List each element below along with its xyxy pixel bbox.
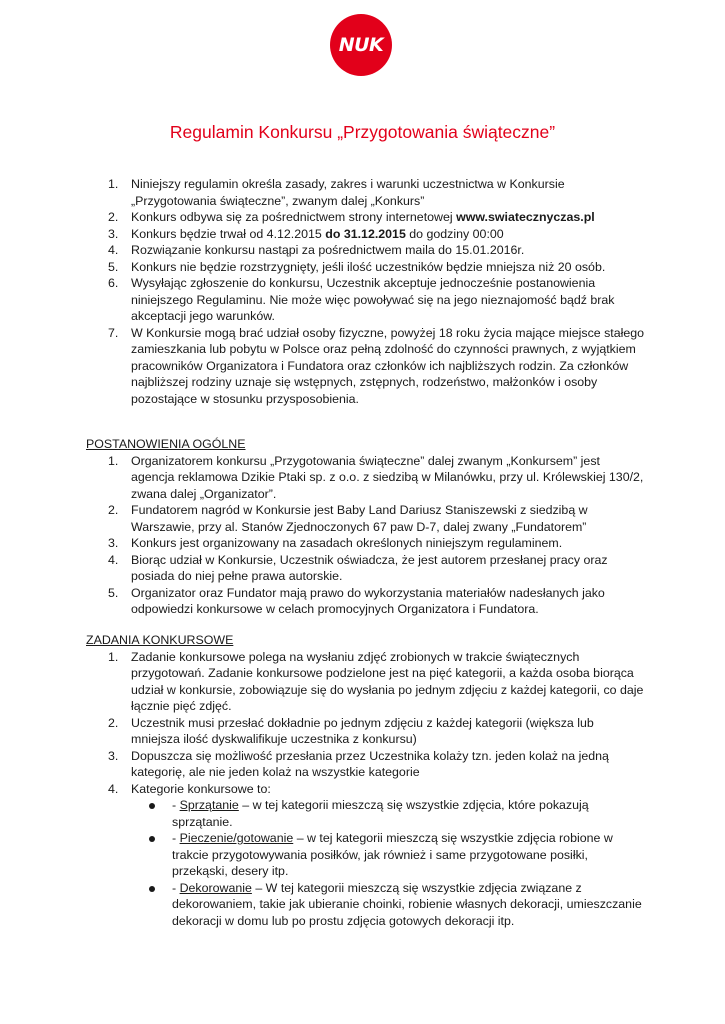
item-text: Konkurs nie będzie rozstrzygnięty, jeśli ilość uczestników będzie mniejsza niż 20 osób.: [131, 259, 606, 274]
item-text: Biorąc udział w Konkursie, Uczestnik oświadcza, że jest autorem przesłanej pracy oraz posiada do niej pełne prawa autorskie.: [131, 552, 608, 583]
list-item: [86, 209, 646, 226]
item-number: 1.: [108, 177, 119, 191]
list-item: [86, 715, 646, 748]
section-heading: POSTANOWIENIA OGÓLNE: [86, 437, 246, 451]
item-text: Konkurs będzie trwał od 4.12.2015: [131, 226, 326, 241]
section-heading: ZADANIA KONKURSOWE: [86, 633, 234, 647]
bullet-icon: [149, 836, 155, 842]
item-text: Niniejszy regulamin określa zasady, zakres i warunki uczestnictwa w Konkursie „Przygotowania świąteczne”, zwanym dalej „Konkurs”: [131, 177, 565, 208]
item-text: Uczestnik musi przesłać dokładnie po jednym zdjęciu z każdej kategorii (większa lub mniejsza ilość dyskwalifikuje uczestnika z konkursu): [131, 715, 594, 746]
general-section: [86, 436, 646, 618]
item-number: 3.: [108, 226, 119, 241]
item-number: 2.: [108, 210, 119, 224]
list-item: [86, 453, 646, 503]
list-item: [86, 259, 646, 276]
list-item: [86, 502, 646, 535]
item-number: 3.: [108, 536, 119, 550]
list-item: [86, 585, 646, 618]
bullet-icon: [149, 803, 155, 809]
item-number: 5.: [108, 585, 119, 600]
list-item: [86, 781, 646, 798]
item-number: 2.: [108, 503, 119, 517]
category-name: Pieczenie/gotowanie: [179, 831, 294, 845]
item-number: 4.: [108, 781, 119, 796]
list-item: [86, 552, 646, 585]
category-text: – w tej kategorii mieszczą się wszystkie zdjęcia robione w trakcie przygotowywania posiłków, jak również i same przygotowane posiłki, przekąski, desery itp.: [172, 831, 613, 878]
list-item: [86, 649, 646, 715]
item-number: 1.: [108, 453, 119, 468]
category-item: [86, 797, 646, 830]
item-number: 7.: [108, 325, 119, 340]
category-name: Sprzątanie: [179, 798, 239, 812]
item-text: W Konkursie mogą brać udział osoby fizyczne, powyżej 18 roku życia mające miejsce stałego zamieszkania lub pobytu w Polsce oraz pełną zdolność do czynności prawnych, z wyjątkiem pracowników Organizatora i Fundatora oraz członków ich najbliższych rodzin. Za członków najbliższej rodziny uznaje się wstępnych, zstępnych, rodzeństwo, małżonków i osoby pozostające w stosunku przysposobienia.: [131, 325, 645, 406]
nuk-logo: [330, 14, 392, 76]
item-text: Organizator oraz Fundator mają prawo do wykorzystania materiałów nadesłanych jako odpowiedzi konkursowe w celach promocyjnych Organizatora i Fundatora.: [131, 585, 605, 616]
website-link[interactable]: www.swiatecznyczas.pl: [456, 210, 595, 224]
category-text: – w tej kategorii mieszczą się wszystkie zdjęcia, które pokazują sprzątanie.: [172, 798, 589, 829]
bullet-icon: [149, 886, 155, 892]
list-item: [86, 176, 646, 209]
list-item: [86, 242, 646, 259]
item-number: 6.: [108, 276, 119, 290]
logo-text: NUK: [338, 34, 384, 56]
item-text: Kategorie konkursowe to:: [131, 781, 271, 796]
category-item: [86, 880, 646, 930]
item-text: Zadanie konkursowe polega na wysłaniu zdjęć zrobionych w trakcie świątecznych przygotowań. Zadanie konkursowe podzielone jest na pięć kategorii, a każda osoba biorąca udział w konkursie, zobowiązuje się do wysłania po jednym zdjęciu z każdej kategorii, co daje łącznie pięć zdjęć.: [131, 649, 644, 713]
list-item: [86, 226, 646, 243]
list-item: [86, 748, 646, 781]
item-text: Rozwiązanie konkursu nastąpi za pośrednictwem maila do 15.01.2016r.: [131, 243, 525, 257]
category-text: – W tej kategorii mieszczą się wszystkie zdjęcia związane z dekorowaniem, takie jak ubieranie choinki, robienie własnych dekoracji, umieszczanie dekoracji w domu lub po prostu zdjęcia gotowych dekoracji itp.: [172, 880, 642, 928]
intro-list: [86, 176, 646, 407]
list-item: [86, 325, 646, 408]
item-text: Fundatorem nagród w Konkursie jest Baby Land Dariusz Staniszewski z siedzibą w Warszawie, przy al. Stanów Zjednoczonych 67 paw D-7, dalej zwany „Fundatorem”: [131, 503, 588, 534]
page-title: Regulamin Konkursu „Przygotowania świąteczne”: [169, 122, 556, 142]
category-prefix: -: [172, 831, 180, 845]
item-number: 5.: [108, 259, 119, 274]
category-prefix: -: [172, 798, 180, 812]
item-text: Organizatorem konkursu „Przygotowania świąteczne” dalej zwanym „Konkursem” jest agencja reklamowa Dzikie Ptaki sp. z o.o. z siedzibą w Milanówku, przy ul. Królewskiej 130/2, zwana dalej „Organizator”.: [131, 453, 644, 501]
item-number: 4.: [108, 243, 119, 257]
item-text: Wysyłając zgłoszenie do konkursu, Uczestnik akceptuje jednocześnie postanowienia niniejszego Regulaminu. Nie może więc powoływać się na jego nieznajomość bądź brak akceptacji jego warunków.: [131, 276, 615, 323]
item-number: 4.: [108, 552, 119, 567]
category-prefix: -: [172, 880, 180, 895]
item-number: 1.: [108, 649, 119, 664]
list-item: [86, 275, 646, 325]
tasks-section: [86, 632, 646, 929]
category-name: Dekorowanie: [179, 880, 252, 895]
category-list: [86, 797, 646, 929]
end-date: do 31.12.2015: [325, 226, 406, 241]
item-number: 2.: [108, 715, 119, 730]
item-number: 3.: [108, 748, 119, 763]
item-text: Dopuszcza się możliwość przesłania przez Uczestnika kolaży tzn. jeden kolaż na jedną kategorię, ale nie jeden kolaż na wszystkie kategorie: [131, 748, 609, 779]
category-item: [86, 830, 646, 880]
item-text: Konkurs odbywa się za pośrednictwem strony internetowej: [131, 210, 457, 224]
item-text-tail: do godziny 00:00: [405, 226, 504, 241]
item-text: Konkurs jest organizowany na zasadach określonych niniejszym regulaminem.: [131, 536, 563, 550]
list-item: [86, 535, 646, 552]
